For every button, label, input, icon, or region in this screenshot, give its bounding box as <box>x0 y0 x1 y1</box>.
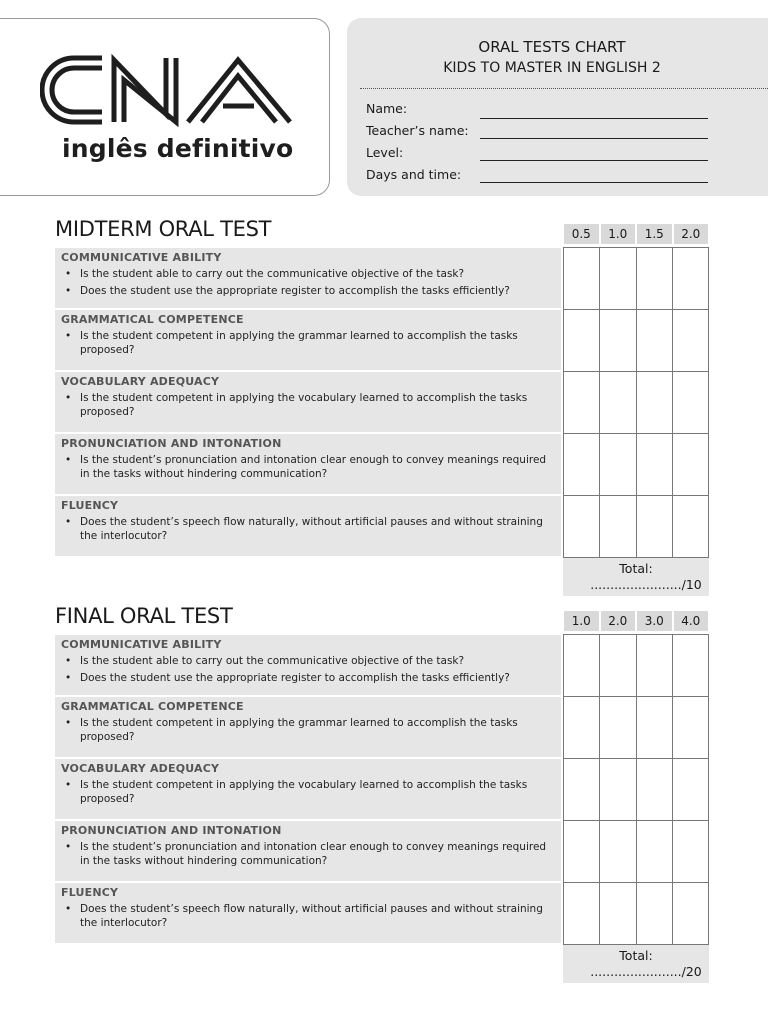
score-cell[interactable] <box>564 310 600 371</box>
score-cell[interactable] <box>564 759 600 820</box>
criterion-grammatical-competence <box>55 697 561 757</box>
score-cell[interactable] <box>600 310 636 371</box>
criterion-communicative-ability <box>55 248 561 308</box>
criterion-vocabulary-adequacy <box>55 372 561 432</box>
score-row <box>564 883 708 944</box>
midterm-title: MIDTERM ORAL TEST <box>55 217 272 241</box>
criterion-heading: PRONUNCIATION AND INTONATION <box>61 437 282 450</box>
score-row <box>564 759 708 821</box>
score-cell[interactable] <box>673 697 708 758</box>
criterion-pronunciation-intonation <box>55 821 561 881</box>
criterion-heading: COMMUNICATIVE ABILITY <box>61 251 222 264</box>
score-cell[interactable] <box>600 248 636 309</box>
criterion-question: • Does the student use the appropriate register to accomplish the tasks efficiently? <box>61 671 555 685</box>
criterion-question: • Is the student’s pronunciation and intonation clear enough to convey meanings required in the tasks without hindering communication? <box>61 453 555 481</box>
score-cell[interactable] <box>637 496 673 557</box>
score-cell[interactable] <box>600 759 636 820</box>
score-cell[interactable] <box>600 434 636 495</box>
criterion-question: • Is the student competent in applying the vocabulary learned to accomplish the tasks proposed? <box>61 778 555 806</box>
final-total-box <box>563 945 709 983</box>
criterion-question: • Is the student’s pronunciation and intonation clear enough to convey meanings required in the tasks without hindering communication? <box>61 840 555 868</box>
score-row <box>564 372 708 434</box>
score-header-cell: 3.0 <box>636 610 673 632</box>
criterion-question: • Does the student use the appropriate register to accomplish the tasks efficiently? <box>61 284 555 298</box>
score-header-cell: 1.0 <box>563 610 600 632</box>
criterion-question: • Does the student’s speech flow naturally, without artificial pauses and without straining the interlocutor? <box>61 902 555 930</box>
score-cell[interactable] <box>637 372 673 433</box>
score-header-cell: 2.0 <box>673 223 710 245</box>
score-cell[interactable] <box>600 372 636 433</box>
score-row <box>564 248 708 310</box>
score-row <box>564 635 708 697</box>
score-cell[interactable] <box>600 496 636 557</box>
level-field[interactable] <box>480 148 708 161</box>
score-cell[interactable] <box>673 496 708 557</box>
criterion-heading: GRAMMATICAL COMPETENCE <box>61 313 244 326</box>
score-cell[interactable] <box>637 434 673 495</box>
logo-brand: CNA <box>40 52 43 53</box>
criterion-heading: FLUENCY <box>61 886 119 899</box>
final-total-field[interactable]: ......................./20 <box>590 964 702 979</box>
name-label: Name: <box>366 101 408 116</box>
criterion-pronunciation-intonation <box>55 434 561 494</box>
criterion-heading: VOCABULARY ADEQUACY <box>61 375 220 388</box>
midterm-total-field[interactable]: ......................./10 <box>590 577 702 592</box>
score-cell[interactable] <box>673 372 708 433</box>
criterion-question: • Is the student competent in applying the grammar learned to accomplish the tasks proposed? <box>61 329 555 357</box>
criterion-heading: GRAMMATICAL COMPETENCE <box>61 700 244 713</box>
criterion-heading: COMMUNICATIVE ABILITY <box>61 638 222 651</box>
criterion-question: • Does the student’s speech flow naturally, without artificial pauses and without straining the interlocutor? <box>61 515 555 543</box>
score-header-cell: 1.5 <box>636 223 673 245</box>
days-time-field[interactable] <box>480 170 708 183</box>
document-title: ORAL TESTS CHART <box>478 38 626 56</box>
name-field[interactable] <box>480 104 708 119</box>
score-cell[interactable] <box>600 821 636 882</box>
score-cell[interactable] <box>673 759 708 820</box>
logo-tagline: inglês definitivo <box>62 134 294 163</box>
score-cell[interactable] <box>673 248 708 309</box>
score-cell[interactable] <box>564 496 600 557</box>
score-cell[interactable] <box>564 635 600 696</box>
midterm-score-header <box>563 223 709 245</box>
criterion-question: • Is the student able to carry out the communicative objective of the task? <box>61 267 555 281</box>
criterion-communicative-ability <box>55 635 561 695</box>
criterion-grammatical-competence <box>55 310 561 370</box>
score-cell[interactable] <box>637 821 673 882</box>
criterion-question: • Is the student competent in applying the vocabulary learned to accomplish the tasks proposed? <box>61 391 555 419</box>
score-cell[interactable] <box>673 310 708 371</box>
score-cell[interactable] <box>637 310 673 371</box>
score-row <box>564 697 708 759</box>
score-cell[interactable] <box>600 883 636 944</box>
score-row <box>564 310 708 372</box>
days-time-label: Days and time: <box>366 167 462 182</box>
score-header-cell: 4.0 <box>673 610 710 632</box>
score-cell[interactable] <box>564 372 600 433</box>
criterion-question: • Is the student able to carry out the communicative objective of the task? <box>61 654 555 668</box>
criterion-fluency <box>55 496 561 556</box>
score-cell[interactable] <box>637 883 673 944</box>
criterion-fluency <box>55 883 561 943</box>
score-cell[interactable] <box>564 883 600 944</box>
midterm-total-box <box>563 558 709 596</box>
score-row <box>564 821 708 883</box>
score-cell[interactable] <box>637 697 673 758</box>
score-header-cell: 2.0 <box>600 610 637 632</box>
cna-logo-icon <box>40 52 310 128</box>
final-score-header <box>563 610 709 632</box>
score-cell[interactable] <box>600 635 636 696</box>
score-cell[interactable] <box>637 248 673 309</box>
score-cell[interactable] <box>564 697 600 758</box>
score-row <box>564 496 708 557</box>
criterion-heading: VOCABULARY ADEQUACY <box>61 762 220 775</box>
score-header-cell: 0.5 <box>563 223 600 245</box>
criterion-heading: FLUENCY <box>61 499 119 512</box>
final-title: FINAL ORAL TEST <box>55 604 233 628</box>
score-cell[interactable] <box>600 697 636 758</box>
total-label: Total: <box>619 561 653 576</box>
final-score-grid <box>563 634 709 945</box>
score-cell[interactable] <box>637 635 673 696</box>
score-header-cell: 1.0 <box>600 223 637 245</box>
score-cell[interactable] <box>564 434 600 495</box>
total-label: Total: <box>619 948 653 963</box>
document-subtitle: KIDS TO MASTER IN ENGLISH 2 <box>443 60 661 76</box>
teacher-name-field[interactable] <box>480 126 708 139</box>
score-cell[interactable] <box>637 759 673 820</box>
score-cell[interactable] <box>564 248 600 309</box>
score-row <box>564 434 708 496</box>
criterion-question: • Is the student competent in applying the grammar learned to accomplish the tasks proposed? <box>61 716 555 744</box>
teacher-name-label: Teacher’s name: <box>366 123 469 138</box>
criterion-vocabulary-adequacy <box>55 759 561 819</box>
score-cell[interactable] <box>673 635 708 696</box>
criterion-heading: PRONUNCIATION AND INTONATION <box>61 824 282 837</box>
score-cell[interactable] <box>673 883 708 944</box>
score-cell[interactable] <box>673 821 708 882</box>
level-label: Level: <box>366 145 404 160</box>
midterm-score-grid <box>563 247 709 558</box>
score-cell[interactable] <box>564 821 600 882</box>
divider <box>360 88 768 89</box>
score-cell[interactable] <box>673 434 708 495</box>
